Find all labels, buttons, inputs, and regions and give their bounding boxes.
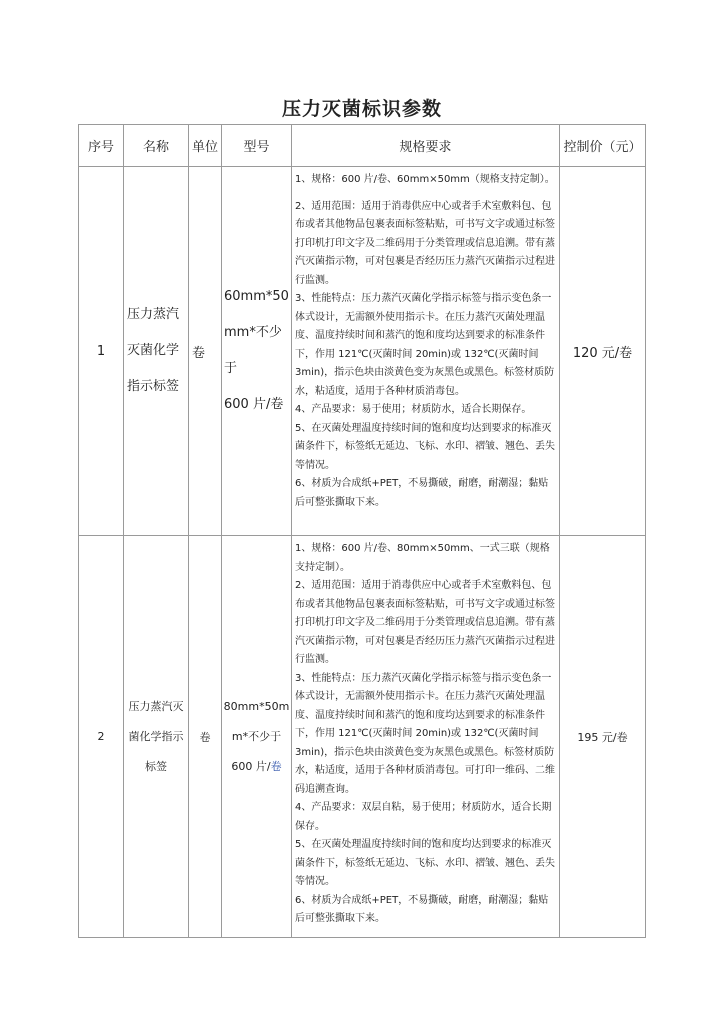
name-line: 菌化学指示 bbox=[128, 729, 184, 743]
name-line: 指示标签 bbox=[127, 379, 180, 394]
model-line: m*不少于 bbox=[231, 729, 282, 743]
model-line: 60mm*50 bbox=[224, 289, 289, 304]
spec-item: 3、性能特点：压力蒸汽灭菌化学指示标签与指示变色条一体式设计，无需额外使用指示卡。在压力蒸汽灭菌处理温度、温度持续时间和蒸汽的饱和度均达到要求的标准条件下，作用 121℃(灭菌时间 20min)或 132℃(灭菌时间 3min)，指示色块由淡黄色变为灰黑色或黑色。标签材质防水，粘适度，适用于各种材质消毒包。 bbox=[295, 293, 555, 397]
row-index: 2 bbox=[79, 536, 124, 938]
spec-item: 2、适用范围：适用于消毒供应中心或者手术室敷料包、包布或者其他物品包裹表面标签粘贴，可书写文字或通过标签打印机打印文字及二维码用于分类管理或信息追溯。带有蒸汽灭菌指示物，可对包裹是否经历压力蒸汽灭菌指示过程进行监测。 bbox=[295, 580, 555, 665]
spec-item: 5、在灭菌处理温度持续时间的饱和度均达到要求的标准灭菌条件下，标签纸无延边、飞标、水印、褶皱、翘色、丢失等情况。 bbox=[295, 422, 555, 471]
spec-item: 1、规格：600 片/卷、80mm×50mm、一式三联（规格支持定制）。 bbox=[295, 543, 550, 573]
name-line: 压力蒸汽灭 bbox=[128, 699, 184, 713]
header-index: 序号 bbox=[79, 125, 124, 167]
model-line: 80mm*50m bbox=[223, 699, 290, 713]
model-line: 600 片/卷 bbox=[224, 397, 284, 412]
row-spec bbox=[292, 167, 560, 536]
header-price: 控制价（元） bbox=[560, 125, 646, 167]
model-suffix: 卷 bbox=[270, 759, 282, 773]
row-price: 195 元/卷 bbox=[560, 536, 646, 938]
header-name: 名称 bbox=[124, 125, 189, 167]
header-spec: 规格要求 bbox=[292, 125, 560, 167]
row-price: 120 元/卷 bbox=[560, 167, 646, 536]
spec-item: 2、适用范围：适用于消毒供应中心或者手术室敷料包、包布或者其他物品包裹表面标签粘贴，可书写文字或通过标签打印机打印文字及二维码用于分类管理或信息追溯。带有蒸汽灭菌指示物，可对包裹是否经历压力蒸汽灭菌指示过程进行监测。 bbox=[295, 200, 555, 286]
row-model bbox=[222, 536, 292, 938]
spec-item: 6、材质为合成纸+PET，不易撕破，耐磨，耐潮湿；黏贴后可整张撕取下来。 bbox=[295, 478, 549, 508]
model-line bbox=[222, 752, 291, 782]
spec-item: 4、产品要求：易于使用；材质防水，适合长期保存。 bbox=[295, 404, 532, 415]
row-index: 1 bbox=[79, 167, 124, 536]
name-line: 灭菌化学 bbox=[127, 343, 180, 358]
spec-item: 5、在灭菌处理温度持续时间的饱和度均达到要求的标准灭菌条件下，标签纸无延边、飞标、水印、褶皱、翘色、丢失等情况。 bbox=[295, 839, 555, 887]
spec-item: 4、产品要求：双层自粘，易于使用；材质防水，适合长期保存。 bbox=[295, 802, 552, 832]
spec-item: 6、材质为合成纸+PET，不易撕破，耐磨，耐潮湿；黏贴后可整张撕取下来。 bbox=[295, 894, 549, 924]
model-line: mm*不少于 bbox=[224, 325, 282, 376]
name-line: 标签 bbox=[145, 759, 167, 773]
spec-item: 3、性能特点：压力蒸汽灭菌化学指示标签与指示变色条一体式设计，无需额外使用指示卡。在压力蒸汽灭菌处理温度、温度持续时间和蒸汽的饱和度均达到要求的标准条件下，作用 121℃(灭菌时间 20min)或 132℃(灭菌时间 3min)，指示色块由淡黄色变为灰黑色或黑色。标签材质防水，粘适度，适用于各种材质消毒包。可打印一维码、二维码追溯查询。 bbox=[295, 672, 555, 795]
header-unit: 单位 bbox=[189, 125, 222, 167]
spec-item: 1、规格：600 片/卷、60mm×50mm（规格支持定制）。 bbox=[295, 174, 555, 185]
model-line-text: 600 片/ bbox=[231, 759, 271, 773]
name-line: 压力蒸汽 bbox=[127, 307, 180, 322]
row-name bbox=[124, 536, 189, 938]
page-title: 压力灭菌标识参数 bbox=[281, 98, 442, 120]
parameter-table bbox=[78, 124, 646, 938]
row-unit: 卷 bbox=[189, 536, 222, 938]
row-name bbox=[124, 167, 189, 536]
header-model: 型号 bbox=[222, 125, 292, 167]
row-model bbox=[222, 167, 292, 536]
table-row bbox=[79, 167, 646, 536]
table-row bbox=[79, 536, 646, 938]
row-spec bbox=[292, 536, 560, 938]
table-header-row bbox=[79, 125, 646, 167]
row-unit: 卷 bbox=[189, 167, 222, 536]
